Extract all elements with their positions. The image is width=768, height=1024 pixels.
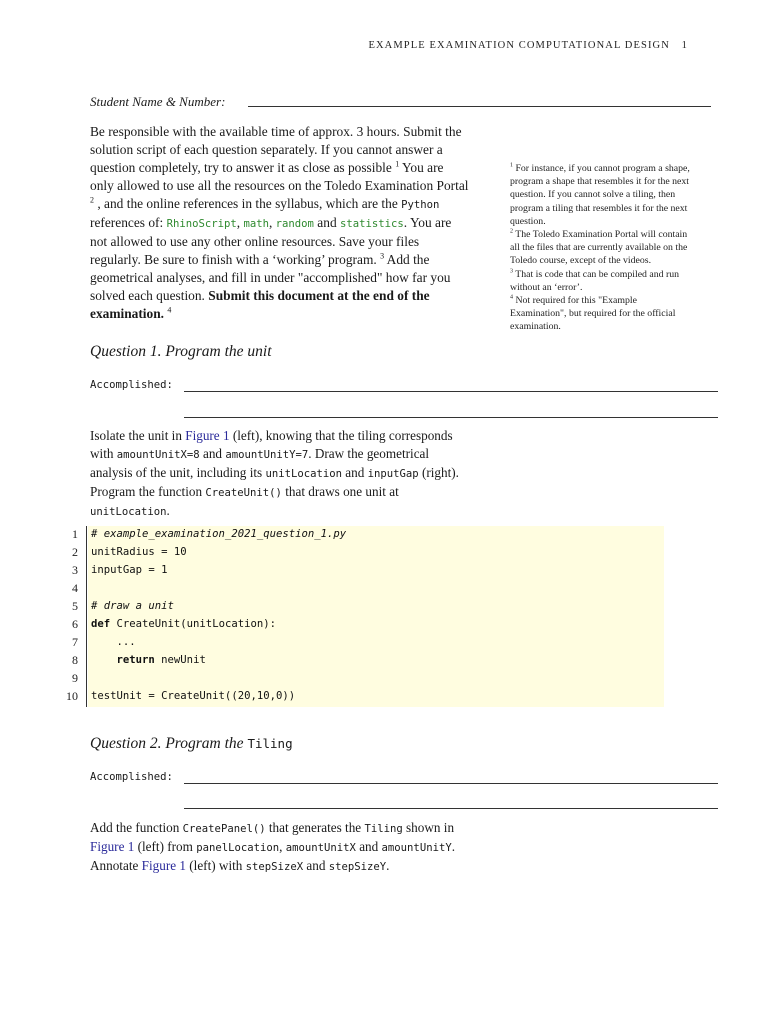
q2-accomplished-field-2[interactable] [184, 808, 718, 809]
code-text: CreateUnit(unitLocation): [110, 618, 276, 630]
line-number: 9 [72, 671, 78, 685]
question-2-title [90, 735, 293, 753]
line-number: 5 [72, 599, 78, 613]
code-amountUnitY: amountUnitY [381, 842, 452, 854]
figure-1-link[interactable]: Figure 1 [90, 839, 135, 854]
code-line: # example_examination_2021_question_1.py [91, 528, 347, 540]
instructions-text: . You are not allowed to use any other online resources. Save your files regularly. Be sure to finish with a ‘working’ program. [90, 215, 452, 267]
q1-text: . Draw the geometrical analysis of the unit, including its [90, 446, 430, 480]
sidenote-number: 1 [510, 162, 513, 169]
q1-accomplished-field[interactable] [184, 391, 718, 392]
reference-rhinoscript[interactable]: RhinoScript [166, 218, 237, 230]
code-Tiling: Tiling [364, 823, 403, 835]
code-line [91, 618, 276, 630]
instructions-text: references of: [90, 215, 167, 230]
sidenote-number: 4 [510, 294, 513, 301]
code-divider [86, 526, 87, 707]
line-number: 7 [72, 635, 78, 649]
sidenote-text: That is code that can be compiled and run without an ‘error’. [510, 268, 680, 293]
code-amountUnitX: amountUnitX [285, 842, 356, 854]
q1-text: and [342, 465, 368, 480]
figure-1-link[interactable]: Figure 1 [141, 858, 186, 873]
q2-text: (left) from [134, 839, 197, 854]
q2-text: . [386, 858, 390, 873]
sidenote-text: For instance, if you cannot program a shape, program a shape that resembles it for the next question. If you cannot solve a tiling, then program a tiling that resembles it for the next question. [510, 163, 690, 227]
q1-text: (left), knowing that the tiling corresponds with [90, 428, 453, 461]
submit-instruction: Submit this document at the end of the examination. [90, 288, 430, 321]
figure-1-link[interactable]: Figure 1 [185, 428, 230, 443]
q1-text: Isolate the unit in [90, 428, 186, 443]
reference-statistics[interactable]: statistics [339, 218, 404, 230]
sidenote-number: 2 [510, 228, 513, 235]
instructions-text: , and the online references in the syllabus, which are the [94, 196, 402, 211]
sidenotes [510, 162, 690, 334]
line-number: 4 [72, 581, 78, 595]
q1-accomplished-field-2[interactable] [184, 417, 718, 418]
footnote-ref-4: 4 [167, 305, 172, 315]
line-number: 8 [72, 653, 78, 667]
code-line: # draw a unit [91, 600, 174, 612]
reference-math[interactable]: math [243, 218, 269, 230]
keyword-def: def [91, 618, 111, 630]
code-CreateUnit: CreateUnit() [205, 487, 282, 499]
sidenote-text: Not required for this "Example Examination", but required for the official examination. [510, 295, 676, 333]
q2-text: that generates the [265, 820, 365, 835]
code-line: testUnit = CreateUnit((20,10,0)) [91, 690, 296, 702]
q2-text: (left) with [185, 858, 246, 873]
separator: , [236, 215, 244, 230]
question-1-title: Question 1. Program the unit [90, 343, 272, 360]
instructions-text: You are only allowed to use all the resources on the Toledo Examination Portal [90, 160, 469, 193]
q2-text: and [303, 858, 329, 873]
sidenote-text: The Toledo Examination Portal will contain all the files that are currently available on the Toledo course, except of the videos. [510, 229, 688, 267]
code-line: unitRadius = 10 [91, 546, 187, 558]
header-title: EXAMPLE EXAMINATION COMPUTATIONAL DESIGN [368, 40, 670, 51]
q2-text: shown in [402, 820, 455, 835]
sidenote-number: 3 [510, 268, 513, 275]
line-number: 3 [72, 563, 78, 577]
q2-text: and [355, 839, 382, 854]
sidenote [510, 268, 690, 294]
q1-accomplished-label: Accomplished: [90, 379, 173, 391]
code-panelLocation: panelLocation [196, 842, 280, 854]
code-text: newUnit [154, 654, 206, 666]
student-name-label: Student Name & Number: [90, 94, 226, 109]
q1-text: and [199, 446, 226, 461]
page-number: 1 [681, 40, 688, 51]
code-stepSizeX: stepSizeX [245, 861, 304, 873]
instructions-paragraph [90, 123, 470, 323]
q2-accomplished-field[interactable] [184, 783, 718, 784]
code-stepSizeY: stepSizeY [328, 861, 387, 873]
code-line: ... [91, 636, 136, 648]
code-unitLocation: unitLocation [90, 506, 167, 518]
line-number: 6 [72, 617, 78, 631]
separator: and [313, 215, 340, 230]
q1-text: . [166, 503, 170, 518]
code-amountUnitX: amountUnitX=8 [116, 449, 200, 461]
q1-text: that draws one unit at [281, 484, 399, 499]
line-number: 10 [66, 689, 78, 703]
q2-text: , [279, 839, 286, 854]
q2-text: Add the function [90, 820, 183, 835]
keyword-return: return [116, 654, 155, 666]
running-header [368, 40, 688, 51]
separator: , [268, 215, 276, 230]
code-unitLocation: unitLocation [265, 468, 342, 480]
instructions-text: Be responsible with the available time of approx. 3 hours. Submit the solution script of each question separately. If you cannot answer a question completely, try to answer it as close as possible [90, 124, 462, 175]
q2-accomplished-label: Accomplished: [90, 771, 173, 783]
student-name-field[interactable] [248, 106, 711, 107]
sidenote [510, 294, 690, 334]
line-number: 1 [72, 527, 78, 541]
q2-text: . Annotate [90, 839, 456, 873]
code-line: inputGap = 1 [91, 564, 168, 576]
code-CreatePanel: CreatePanel() [182, 823, 266, 835]
question-2-description [90, 819, 470, 876]
footnote-ref-3: 3 [380, 251, 385, 261]
reference-random[interactable]: random [275, 218, 314, 230]
code-amountUnitY: amountUnitY=7 [225, 449, 309, 461]
python-code: Python [401, 199, 440, 211]
footnote-ref-1: 1 [395, 159, 400, 169]
sidenote [510, 162, 690, 228]
footnote-ref-2: 2 [90, 195, 94, 205]
question-1-description [90, 427, 470, 521]
q2-title-code: Tiling [247, 736, 293, 751]
q1-text: (right). Program the function [90, 465, 459, 499]
code-inputGap: inputGap [367, 468, 419, 480]
q2-title-text: Question 2. Program the [90, 735, 248, 752]
sidenote [510, 228, 690, 268]
code-line [91, 654, 206, 666]
instructions-text: Add the geometrical analyses, and fill in under "accomplished" how far you solved each question. [90, 252, 451, 303]
line-number: 2 [72, 545, 78, 559]
